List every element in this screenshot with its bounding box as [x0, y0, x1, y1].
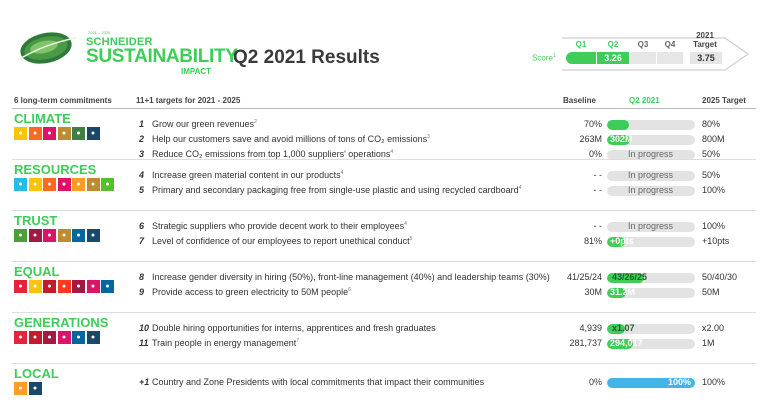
baseline-value: 0% — [588, 377, 602, 387]
leaf-logo-icon — [14, 30, 80, 66]
target-description — [152, 287, 351, 297]
footnote-marker: 5 — [409, 236, 413, 242]
score-segment-q1 — [566, 52, 596, 64]
sdg-icon: ● — [101, 178, 114, 191]
section-title-local: LOCAL — [14, 366, 59, 381]
target-number: 4 — [139, 170, 145, 180]
footnote-marker: 4 — [518, 185, 522, 191]
footnote-marker: 4 — [340, 170, 344, 176]
target-description — [152, 119, 257, 129]
sdg-icon: ● — [101, 280, 114, 293]
target-description-text: Double hiring opportunities for interns, apprentices and fresh graduates — [152, 323, 436, 333]
section-title-trust: TRUST — [14, 213, 58, 228]
target-description — [152, 185, 521, 195]
target-number: 1 — [139, 119, 145, 129]
target-2025-value: 50M — [702, 287, 720, 297]
target-2025-value: 100% — [702, 377, 726, 387]
target-number: 5 — [139, 185, 145, 195]
sdg-icon: ● — [72, 280, 85, 293]
footnote-marker: 6 — [348, 287, 351, 293]
page-title: Q2 2021 Results — [233, 47, 380, 68]
sdg-icon: ● — [43, 280, 56, 293]
target-2025-value: 50/40/30 — [702, 272, 738, 282]
target-description — [152, 377, 484, 387]
section-divider — [12, 159, 756, 160]
quarter-label-q1: Q1 — [575, 40, 587, 49]
target-2025-value: 50% — [702, 170, 721, 180]
sdg-icon: ● — [43, 331, 56, 344]
baseline-value: 4,939 — [579, 323, 602, 333]
target-description — [152, 272, 550, 282]
brand-schneider: SCHNEIDER — [86, 36, 153, 48]
sdg-icon: ● — [87, 229, 100, 242]
section-title-climate: CLIMATE — [14, 111, 71, 126]
target-2025-value: 100% — [702, 221, 726, 231]
q2-value: 100% — [668, 377, 692, 387]
column-header-q2: Q2 2021 — [629, 96, 660, 105]
sdg-icon: ● — [87, 280, 100, 293]
target-number: 6 — [139, 221, 145, 231]
score-segment-q2: 3.26 — [597, 52, 629, 64]
q2-value: 302M — [610, 134, 633, 144]
sdg-icon: ● — [58, 229, 71, 242]
quarter-label-q2: Q2 — [607, 40, 619, 49]
target-2025-value: 1M — [702, 338, 715, 348]
sdg-icon: ● — [29, 331, 42, 344]
target-number: 11 — [139, 338, 149, 348]
target-number: 10 — [139, 323, 150, 333]
sdg-icon: ● — [43, 127, 56, 140]
baseline-value: - - — [593, 185, 602, 195]
column-header-targets: 11+1 targets for 2021 - 2025 — [136, 96, 241, 105]
target-number: 7 — [139, 236, 145, 246]
sdg-icon: ● — [72, 229, 85, 242]
sdg-icon-group — [14, 127, 100, 140]
sdg-icon: ● — [72, 331, 85, 344]
target-description-text: Reduce CO₂ emissions from top 1,000 suppliers' operations — [152, 149, 391, 159]
sdg-icon: ● — [14, 382, 27, 395]
target-2025-value: 80% — [702, 119, 721, 129]
baseline-value: - - — [593, 170, 602, 180]
target-number: +1 — [139, 377, 150, 387]
brand-years: 2021 – 2025 — [88, 30, 111, 35]
q2-value: 31.2M — [610, 287, 636, 297]
score-segment-q4 — [657, 52, 683, 64]
q2-value: In progress — [628, 170, 674, 180]
baseline-value: - - — [593, 221, 602, 231]
footnote-marker: 4 — [404, 221, 407, 227]
target-number: 3 — [139, 149, 145, 159]
sdg-icon: ● — [14, 178, 27, 191]
sdg-icon-group — [14, 229, 100, 242]
q2-value: x1.07 — [612, 323, 635, 333]
target-description-text: Primary and secondary packaging free from single-use plastic and using recycled cardboard — [152, 185, 519, 195]
column-header-target: 2025 Target — [702, 96, 746, 105]
sdg-icon: ● — [87, 178, 100, 191]
baseline-value: 281,737 — [569, 338, 602, 348]
sdg-icon: ● — [87, 127, 100, 140]
section-title-equal: EQUAL — [14, 264, 60, 279]
sdg-icon: ● — [14, 331, 27, 344]
q2-value: +0pts — [610, 236, 634, 246]
target-description-text: Increase gender diversity in hiring (50%), front-line management (40%) and leadership teams (30%) — [152, 272, 550, 282]
sdg-icon: ● — [29, 280, 42, 293]
sdg-icon-group — [14, 280, 114, 293]
sdg-icon: ● — [72, 178, 85, 191]
footnote-marker: 4 — [390, 149, 394, 155]
score-label: Score$^1$ — [532, 53, 556, 63]
baseline-value: 41/25/24 — [566, 272, 602, 282]
header-divider — [12, 108, 756, 109]
q2-value: 43/26/25 — [612, 272, 648, 282]
sdg-icon: ● — [29, 229, 42, 242]
quarter-label-q4: Q4 — [664, 40, 676, 49]
sdg-icon: ● — [14, 280, 27, 293]
target-description — [152, 221, 407, 231]
sdg-icon: ● — [29, 178, 42, 191]
target-description-text: Help our customers save and avoid millions of tons of CO₂ emissions — [152, 134, 428, 144]
score-target-value: 3.75 — [690, 52, 722, 64]
brand-sustainability: SUSTAINABILITY — [86, 46, 238, 67]
target-description-text: Train people in energy management — [152, 338, 297, 348]
target-description — [152, 134, 430, 144]
target-description — [152, 236, 412, 246]
q2-value: In progress — [628, 221, 674, 231]
score-target-header: 2021 Target — [693, 31, 717, 49]
footnote-marker: 2 — [254, 119, 257, 125]
target-description-text: Provide access to green electricity to 50M people — [152, 287, 349, 297]
sdg-icon: ● — [72, 127, 85, 140]
sdg-icon-group — [14, 178, 114, 191]
section-divider — [12, 312, 756, 313]
sdg-icon: ● — [58, 280, 71, 293]
sdg-icon: ● — [43, 229, 56, 242]
target-number: 9 — [139, 287, 145, 297]
target-description-text: Strategic suppliers who provide decent work to their employees — [152, 221, 405, 231]
sdg-icon: ● — [43, 178, 56, 191]
sdg-icon: ● — [87, 331, 100, 344]
target-description — [152, 149, 393, 159]
sdg-icon: ● — [58, 127, 71, 140]
target-2025-value: x2.00 — [702, 323, 725, 333]
column-header-baseline: Baseline — [563, 96, 596, 105]
score-segment-q3 — [630, 52, 656, 64]
sdg-icon: ● — [58, 331, 71, 344]
baseline-value: 70% — [583, 119, 602, 129]
target-description-text: Increase green material content in our products — [152, 170, 341, 180]
baseline-value: 263M — [579, 134, 602, 144]
target-description-text: Level of confidence of our employees to report unethical conduct — [152, 236, 410, 246]
sdg-icon-group — [14, 382, 42, 395]
section-divider — [12, 261, 756, 262]
footnote-marker: 3 — [427, 134, 430, 140]
target-description-text: Country and Zone Presidents with local commitments that impact their communities — [152, 377, 485, 387]
section-divider — [12, 210, 756, 211]
target-number: 2 — [139, 134, 145, 144]
sdg-icon: ● — [14, 127, 27, 140]
target-description-text: Grow our green revenues — [152, 119, 255, 129]
target-description — [152, 170, 343, 180]
sdg-icon: ● — [29, 127, 42, 140]
target-description — [152, 338, 299, 348]
baseline-value: 30M — [584, 287, 602, 297]
section-divider — [12, 363, 756, 364]
sdg-icon: ● — [58, 178, 71, 191]
q2-value: In progress — [628, 185, 674, 195]
q2-value: 70% — [610, 119, 629, 129]
target-2025-value: 50% — [702, 149, 721, 159]
section-title-resources: RESOURCES — [14, 162, 97, 177]
section-title-generations: GENERATIONS — [14, 315, 109, 330]
sdg-icon: ● — [29, 382, 42, 395]
q2-value: In progress — [628, 149, 674, 159]
quarter-label-q3: Q3 — [637, 40, 649, 49]
sdg-icon-group — [14, 331, 100, 344]
target-description — [152, 323, 436, 333]
brand-impact: IMPACT — [181, 67, 212, 76]
column-header-commitments: 6 long-term commitments — [14, 96, 112, 105]
target-2025-value: 100% — [702, 185, 726, 195]
q2-value: 294,017 — [610, 338, 643, 348]
target-2025-value: +10pts — [702, 236, 730, 246]
footnote-marker: 7 — [296, 338, 300, 344]
sdg-icon: ● — [14, 229, 27, 242]
target-number: 8 — [139, 272, 145, 282]
baseline-value: 0% — [588, 149, 602, 159]
target-2025-value: 800M — [702, 134, 725, 144]
baseline-value: 81% — [583, 236, 602, 246]
